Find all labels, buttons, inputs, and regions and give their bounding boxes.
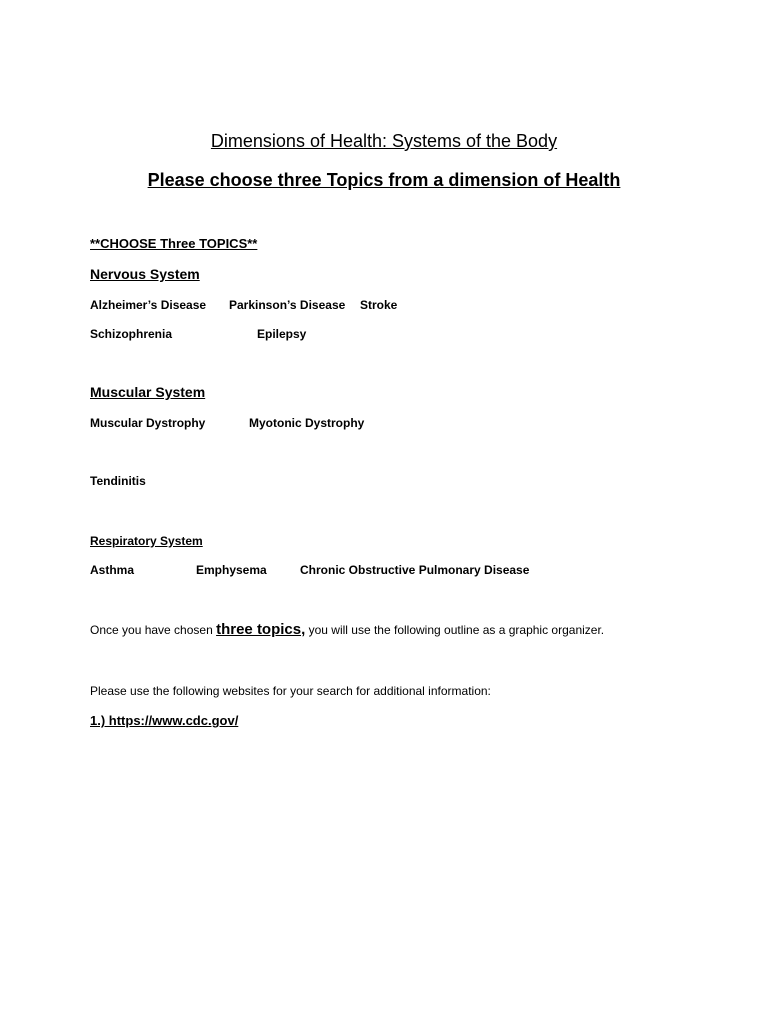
websites-intro: Please use the following websites for your search for additional information: xyxy=(90,684,491,698)
document-subtitle: Please choose three Topics from a dimension of Health xyxy=(147,170,621,190)
topic-item: Muscular Dystrophy xyxy=(90,416,206,430)
nervous-system-heading: Nervous System xyxy=(90,266,200,282)
topic-item: Epilepsy xyxy=(257,327,307,341)
instruction-before: Once you have chosen xyxy=(90,623,217,637)
respiratory-system-heading: Respiratory System xyxy=(90,534,203,548)
choose-label: **CHOOSE Three TOPICS** xyxy=(90,236,258,251)
topic-item: Stroke xyxy=(360,298,398,312)
cdc-link[interactable]: 1.) https://www.cdc.gov/ xyxy=(90,713,239,728)
topic-item: Chronic Obstructive Pulmonary Disease xyxy=(300,563,530,577)
topic-item: Myotonic Dystrophy xyxy=(249,416,365,430)
instruction-after: you will use the following outline as a graphic organizer. xyxy=(305,623,605,637)
instruction-text xyxy=(90,621,604,638)
muscular-system-heading: Muscular System xyxy=(90,384,206,400)
document-title: Dimensions of Health: Systems of the Body xyxy=(210,131,558,151)
topic-item: Emphysema xyxy=(196,563,267,577)
topic-item: Schizophrenia xyxy=(90,327,173,341)
topic-item: Parkinson’s Disease xyxy=(229,298,346,312)
topic-item: Tendinitis xyxy=(90,474,146,488)
topic-item: Asthma xyxy=(90,563,135,577)
instruction-emphasis: three topics, xyxy=(216,621,306,638)
topic-item: Alzheimer’s Disease xyxy=(90,298,207,312)
